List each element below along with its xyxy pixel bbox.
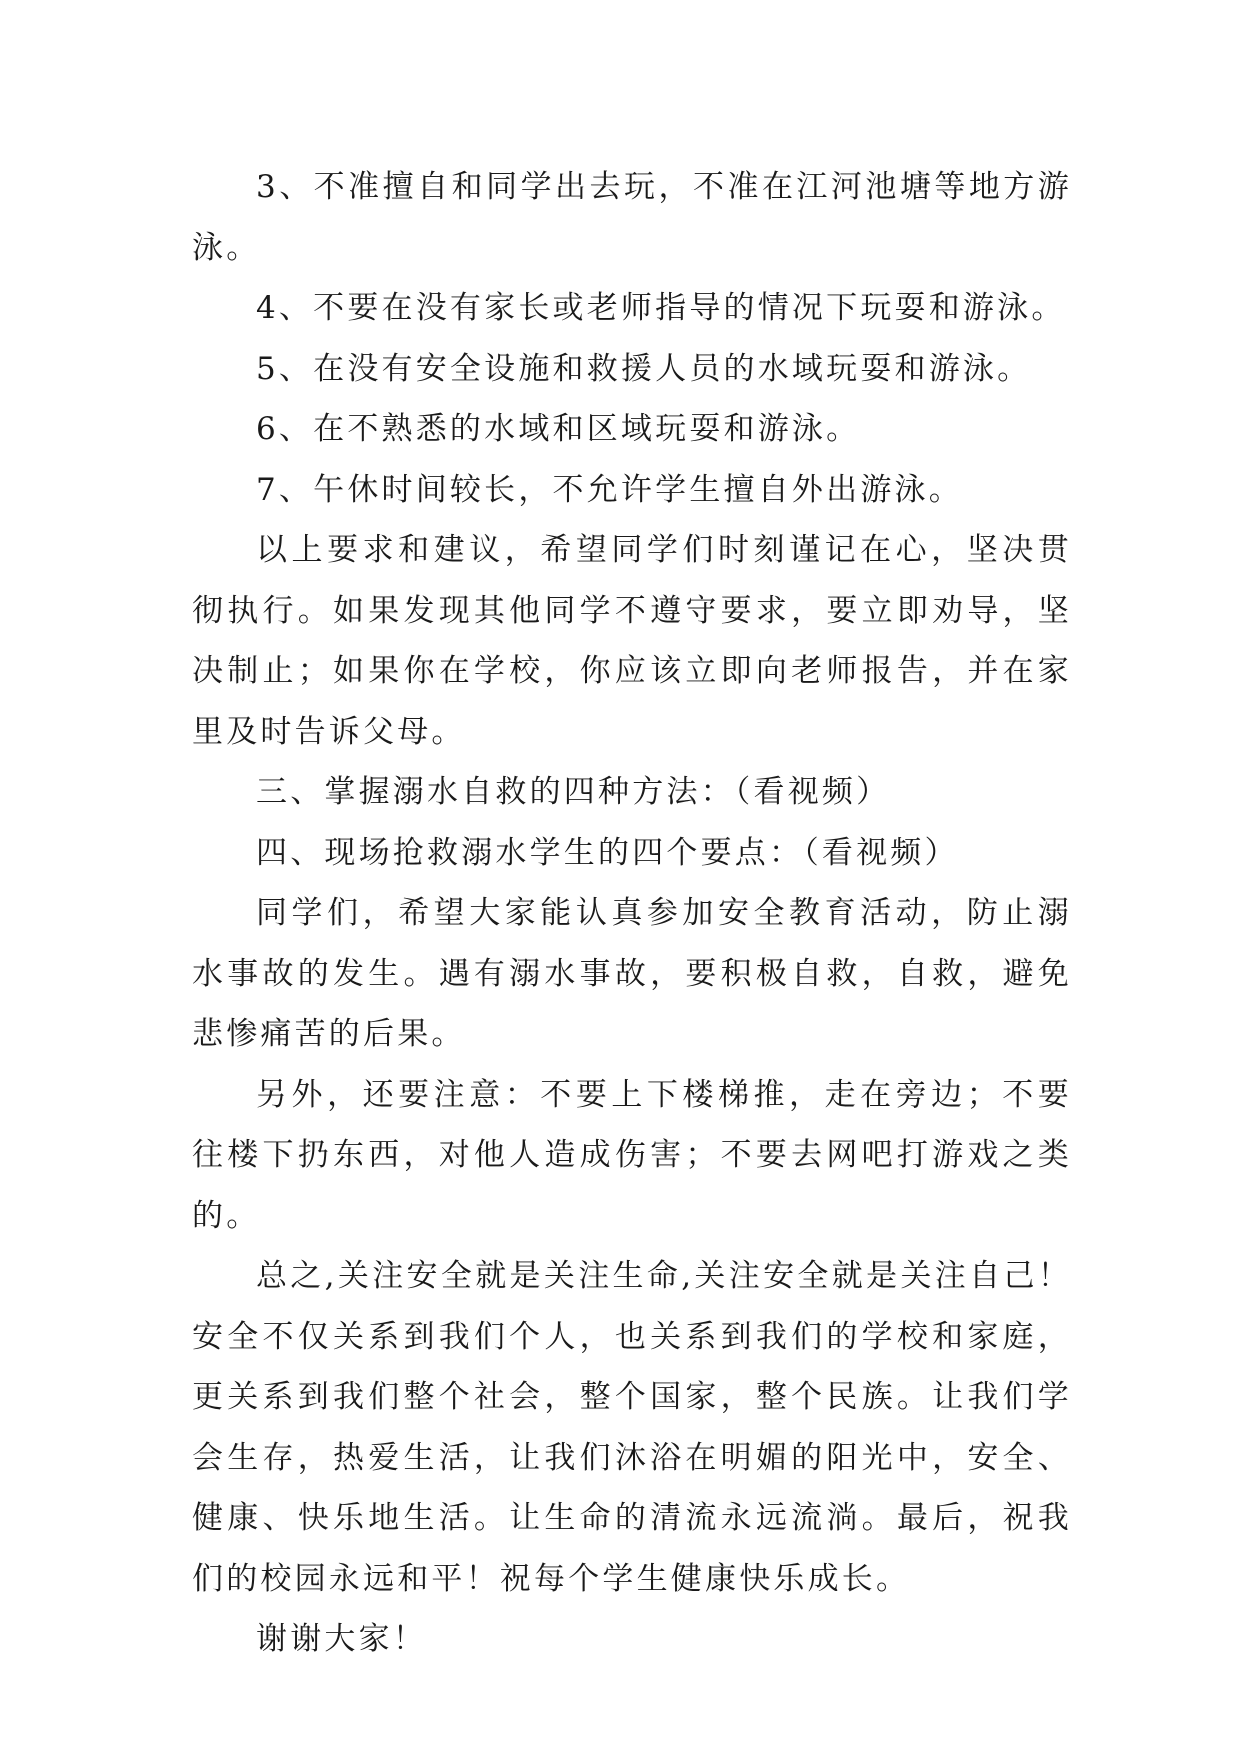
paragraph-additional-notes: 另外，还要注意：不要上下楼梯推，走在旁边；不要往楼下扔东西，对他人造成伤害；不要去网吧打游戏之类的。 (192, 1076, 1072, 1234)
heading-rescue-points: 四、现场抢救溺水学生的四个要点：（看视频） (256, 834, 959, 871)
paragraph-rule-5: 5、在没有安全设施和救援人员的水域玩耍和游泳。 (256, 350, 1032, 387)
paragraph-rule-3: 3、不准擅自和同学出去玩，不准在江河池塘等地方游泳。 (192, 169, 1072, 266)
paragraph-safety-education: 同学们，希望大家能认真参加安全教育活动，防止溺水事故的发生。遇有溺水事故，要积极自救，自救，避免悲惨痛苦的后果。 (192, 895, 1072, 1052)
document-body (192, 157, 1072, 1670)
paragraph-rule-6: 6、在不熟悉的水域和区域玩耍和游泳。 (256, 411, 861, 447)
paragraph-conclusion: 总之,关注安全就是关注生命,关注安全就是关注自己！安全不仅关系到我们个人，也关系到我们的学校和家庭，更关系到我们整个社会，整个国家，整个民族。让我们学会生存，热爱生活，让我们沐浴在明媚的阳光中，安全、健康、快乐地生活。让生命的清流永远流淌。最后，祝我们的校园永远和平！祝每个学生健康快乐成长。 (192, 1258, 1072, 1597)
heading-self-rescue: 三、掌握溺水自救的四种方法：（看视频） (256, 774, 891, 810)
paragraph-requirements: 以上要求和建议，希望同学们时刻谨记在心，坚决贯彻执行。如果发现其他同学不遵守要求，要立即劝导，坚决制止；如果你在学校，你应该立即向老师报告，并在家里及时告诉父母。 (192, 532, 1072, 750)
paragraph-thanks: 谢谢大家！ (256, 1621, 427, 1657)
paragraph-rule-7: 7、午休时间较长，不允许学生擅自外出游泳。 (256, 471, 963, 508)
paragraph-rule-4: 4、不要在没有家长或老师指导的情况下玩耍和游泳。 (256, 290, 1066, 326)
